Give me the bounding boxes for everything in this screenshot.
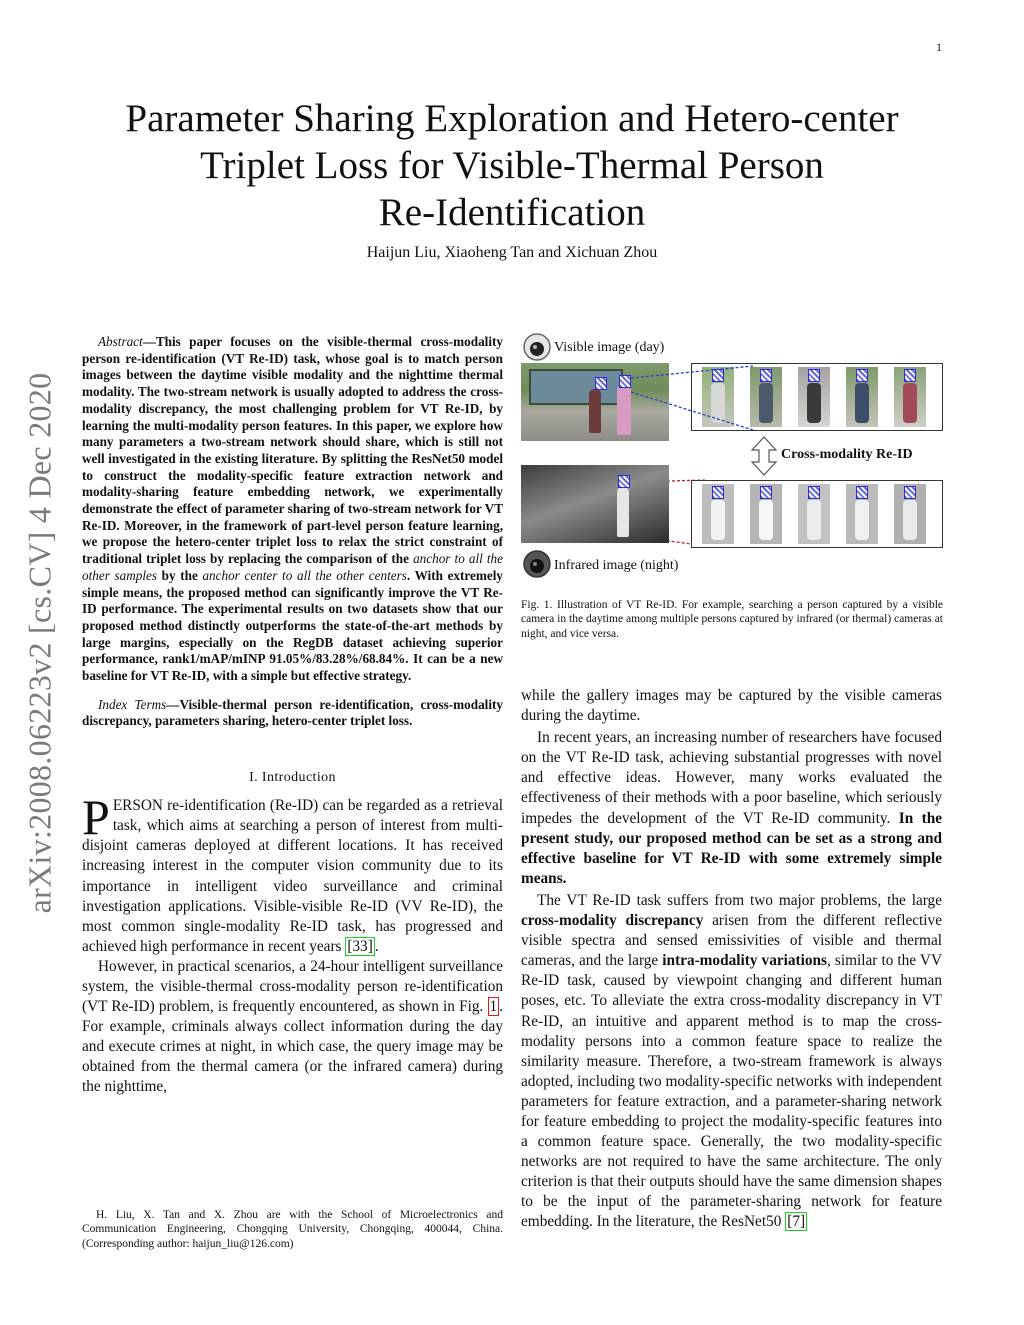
right-p2-bold: In the present study, our proposed method can be set as a strong and effective baseline for VT Re-ID with some extremely simple means. [521, 809, 942, 887]
right-paragraph-1: while the gallery images may be captured by the visible cameras during the daytime. [521, 687, 942, 725]
authors: Haijun Liu, Xiaoheng Tan and Xichuan Zhou [366, 244, 658, 261]
gallery-thumb [798, 484, 830, 544]
right-p2-text: In recent years, an increasing number of researchers have focused on the VT Re-ID task, achieving substantial progresses with novel and effective ideas. However, many works evaluated the effectiveness of their methods with a poor baseline, which seriously impedes the development of the VT Re-ID community. [521, 729, 942, 827]
abstract-label: Abstract [98, 334, 143, 349]
left-column [82, 334, 503, 1098]
figure-1 [521, 330, 943, 592]
intro-p1-text-1: ERSON re-identification (Re-ID) can be regarded as a retrieval task, which aims at searching a person of interest from multi-disjoint cameras deployed at different locations. It has received increasing interest in the computer vision community due to its importance in intelligent video surveillance and criminal investigation applications. Visible-visible Re-ID (VV Re-ID), the most common single-modality Re-ID task, has progressed and achieved high performance in recent years [82, 797, 503, 955]
right-p3-text-2: arisen from the different reflective visible spectra and sensed emissivities of visible and thermal cameras, and the large [521, 912, 942, 970]
right-p3-bold-1: cross-modality discrepancy [521, 912, 704, 930]
author-footnote: H. Liu, X. Tan and X. Zhou are with the School of Microelectronics and Communication Engineering, Chongqing University, Chongqing, 400044, China. (Corresponding author: haijun_liu@126.com) [82, 1209, 503, 1250]
page-number: 1 [936, 40, 942, 54]
infrared-gallery [691, 480, 943, 548]
right-paragraph-2 [521, 728, 942, 889]
camera-night-icon [522, 549, 552, 579]
gallery-thumb [750, 484, 782, 544]
abstract-italic-1: anchor to all the other samples [82, 551, 503, 583]
right-paragraph-3 [521, 891, 942, 1233]
index-terms [82, 697, 503, 730]
intro-p2-text-1: However, in practical scenarios, a 24-hour intelligent surveillance system, the visible-thermal cross-modality person re-identification (VT Re-ID) problem, is frequently encountered, as shown in Fig. [82, 957, 503, 1016]
right-p3-text-3: , similar to the VV Re-ID task, caused by viewpoint changing and different human poses, etc. To alleviate the extra cross-modality discrepancy in VT Re-ID, an intuitive and apparent method is to map the cross-modality persons into a common feature space to realize the similarity measure. Therefore, a two-stream framework is always adopted, including two modality-specific networks with independent parameters for feature extraction, and a parameter-sharing network for feature embedding to project the modality-specific features into a common feature space. Generally, the two modality-specific networks are not required to have the same architecture. The only criterion is that their outputs should have the same dimension shapes to be the input of the parameter-sharing network for feature embedding. In the literature, the ResNet50 [521, 952, 942, 1231]
abstract [82, 334, 503, 685]
right-p3-text-1: The VT Re-ID task suffers from two major problems, the large [537, 891, 942, 909]
abstract-text-1: —This paper focuses on the visible-thermal cross-modality person re-identification (VT Re-ID) task, whose goal is to match person images between the daytime visible modality and the nighttime thermal modality. The two-stream network is usually adopted to address the cross-modality discrepancy, the most challenging problem for VT Re-ID, by learning the multi-modality person features. In this paper, we explore how many parameters a two-stream network should share, which is still not well investigated in the existing literature. By splitting the ResNet50 model to construct the modality-specific feature extraction network and modality-sharing feature embedding network, we experimentally demonstrate the effect of parameter sharing of two-stream network for VT Re-ID. Moreover, in the framework of part-level person feature learning, we propose the hetero-center triplet loss to relax the strict constraint of traditional triplet loss by replacing the comparison of the [82, 334, 503, 567]
intro-p1-text-2: . [374, 937, 379, 955]
figure-caption: Fig. 1. Illustration of VT Re-ID. For example, searching a person captured by a visible camera in the daytime among multiple persons captured by infrared (or thermal) cameras at night, and vice versa. [521, 599, 943, 640]
drop-cap: P [82, 789, 110, 846]
right-column [521, 686, 942, 1235]
abstract-italic-2: anchor center to all the other centers [202, 567, 407, 583]
title-line-1: Parameter Sharing Exploration and Hetero-center [125, 97, 899, 140]
intro-paragraph-1 [82, 789, 503, 957]
index-terms-text: —Visible-thermal person re-identification, cross-modality discrepancy, parameters sharing, hetero-center triplet loss. [82, 696, 503, 729]
face-mask [618, 475, 630, 488]
citation-link[interactable]: [33] [347, 937, 373, 955]
intro-paragraph-2 [82, 957, 503, 1098]
visible-image-label: Visible image (day) [554, 340, 665, 355]
index-terms-label: Index Terms [98, 696, 167, 712]
infrared-scene-photo [521, 465, 669, 543]
arxiv-watermark [18, 352, 62, 934]
section-title-introduction: I. Introduction [249, 770, 336, 786]
abstract-text-2: by the [156, 567, 203, 583]
cross-modality-label: Cross-modality Re-ID [781, 447, 913, 462]
intro-p2-text-2: . For example, criminals always collect information during the day and execute crimes at night, in which case, the query image may be obtained from the thermal camera (or the infrared camera) during the nighttime, [82, 998, 503, 1096]
title-line-3: Re-Identification [378, 191, 646, 234]
abstract-text-3: . With extremely simple means, the proposed method can significantly improve the VT Re-ID performance. The experimental results on two datasets show that our proposed method distinctly outperforms the state-of-the-art methods by large margins, especially on the RegDB dataset achieving superior performance, rank1/mAP/mINP 91.05%/83.28%/68.84%. It can be a new baseline for VT Re-ID, with a simple but effective strategy. [82, 567, 503, 684]
citation-link[interactable]: [7] [787, 1213, 806, 1231]
infrared-image-label: Infrared image (night) [554, 558, 679, 573]
title-line-2: Triplet Loss for Visible-Thermal Person [200, 144, 824, 187]
figure-ref-link[interactable]: 1 [489, 998, 498, 1016]
gallery-thumb [894, 484, 926, 544]
double-arrow-icon [752, 437, 776, 475]
right-p3-bold-2: intra-modality variations [662, 952, 827, 970]
gallery-thumb [846, 484, 878, 544]
arxiv-id: arXiv:2008.06223v2 [cs.CV] 4 Dec 2020 [21, 372, 58, 914]
gallery-thumb [702, 484, 734, 544]
paper-title [80, 95, 944, 236]
